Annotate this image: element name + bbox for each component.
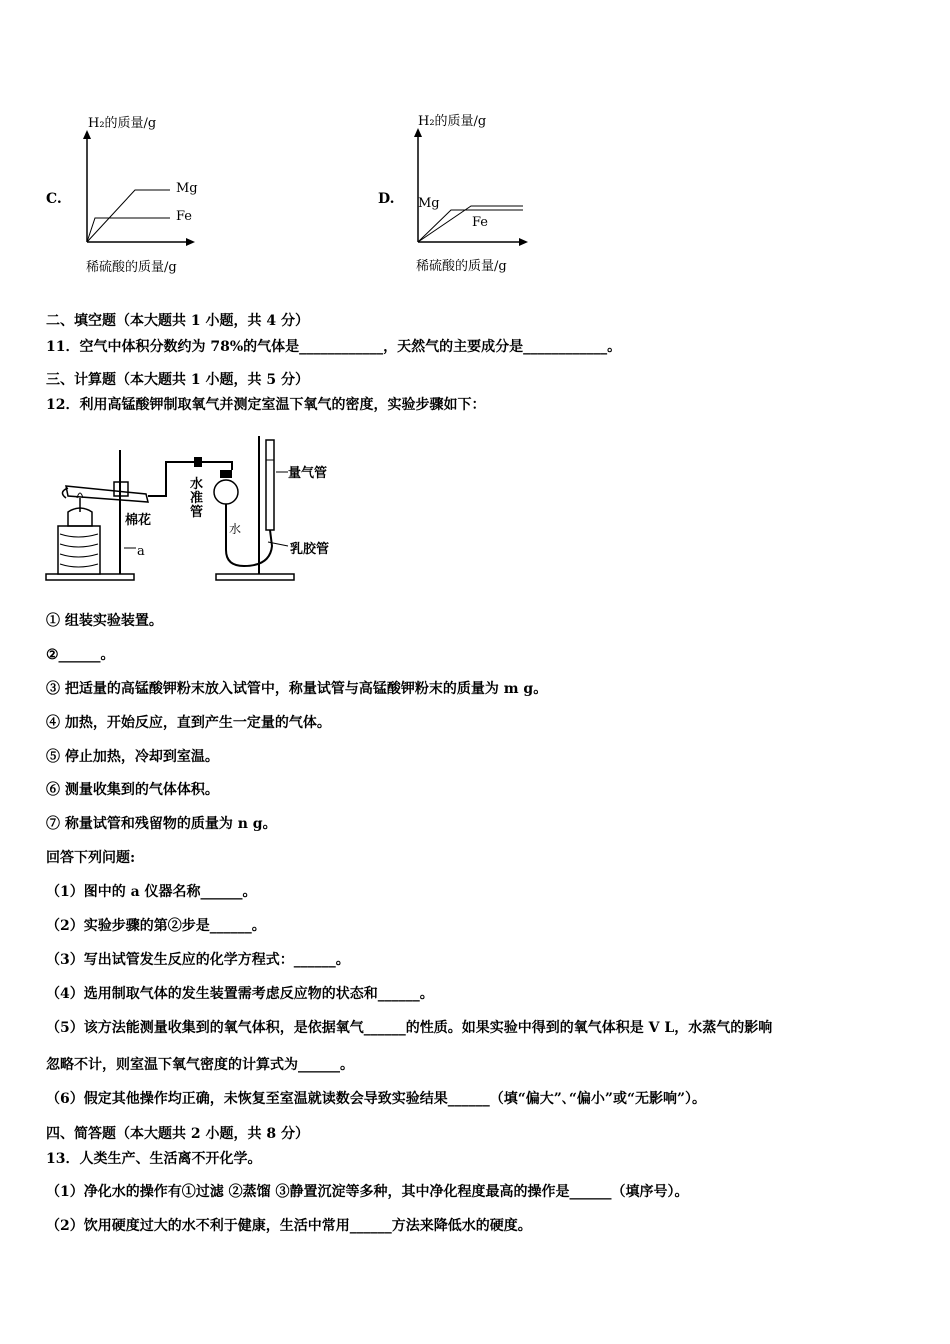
graph-c-mg-line	[87, 190, 170, 242]
graph-d-mg-label: Mg	[418, 196, 440, 211]
q12-sub-5: （5）该方法能测量收集到的氧气体积，是依据氧气______的性质。如果实验中得到的氧气体积是 V L，水蒸气的影响	[46, 1020, 773, 1036]
step-4: ④ 加热，开始反应，直到产生一定量的气体。	[46, 715, 331, 731]
answer-prompt: 回答下列问题:	[46, 850, 136, 866]
apparatus-drawing	[44, 430, 304, 590]
q13-sub-1: （1）净化水的操作有①过滤 ②蒸馏 ③静置沉淀等多种，其中净化程度最高的操作是______（填序号）。	[46, 1184, 689, 1200]
step-3: ③ 把适量的高锰酸钾粉末放入试管中，称量试管与高锰酸钾粉末的质量为 m g。	[46, 681, 548, 697]
q12-sub-1: （1）图中的 a 仪器名称______。	[46, 884, 257, 900]
label-water: 水	[229, 522, 242, 536]
graph-d-fe-line	[418, 210, 523, 242]
graph-d-y-axis-label: H₂的质量/g	[418, 114, 487, 129]
label-water-tube: 水准管	[190, 477, 204, 520]
question-11: 11．空气中体积分数约为 78%的气体是____________，天然气的主要成分是____________。	[46, 339, 622, 355]
q12-sub-3: （3）写出试管发生反应的化学方程式：______。	[46, 952, 350, 968]
option-d-label: D.	[378, 191, 395, 207]
graph-c-mg-label: Mg	[176, 181, 198, 196]
step-7: ⑦ 称量试管和残留物的质量为 n g。	[46, 816, 277, 832]
step-2: ②______。	[46, 647, 115, 663]
label-gas-tube: 量气管	[288, 466, 328, 481]
q12-sub-6: （6）假定其他操作均正确，未恢复至室温就读数会导致实验结果______（填“偏大”､“偏小”或“无影响”）。	[46, 1091, 707, 1107]
graph-c-x-axis-label: 稀硫酸的质量/g	[86, 260, 177, 275]
label-a: a	[137, 544, 145, 559]
q12-sub-2: （2）实验步骤的第②步是______。	[46, 918, 266, 934]
graph-c-y-axis-label: H₂的质量/g	[88, 116, 157, 131]
graph-d-fe-label: Fe	[472, 215, 489, 230]
step-6: ⑥ 测量收集到的气体体积。	[46, 782, 219, 798]
section-2-heading: 二、填空题（本大题共 1 小题，共 4 分）	[46, 313, 309, 329]
option-c-label: C.	[46, 191, 62, 207]
graph-d-axes	[411, 128, 611, 268]
step-5: ⑤ 停止加热，冷却到室温。	[46, 749, 219, 765]
question-12-intro: 12．利用高锰酸钾制取氧气并测定室温下氧气的密度，实验步骤如下：	[46, 397, 486, 413]
section-3-heading: 三、计算题（本大题共 1 小题，共 5 分）	[46, 372, 309, 388]
graph-d-x-axis-label: 稀硫酸的质量/g	[416, 259, 507, 274]
graph-c-fe-line	[87, 218, 170, 242]
label-cotton: 棉花	[125, 513, 152, 528]
question-13-intro: 13．人类生产、生活离不开化学。	[46, 1151, 262, 1167]
graph-c-axes	[80, 130, 280, 270]
q13-sub-2: （2）饮用硬度过大的水不利于健康，生活中常用______方法来降低水的硬度。	[46, 1218, 532, 1234]
graph-c-fe-label: Fe	[176, 209, 193, 224]
label-rubber-tube: 乳胶管	[290, 542, 330, 557]
step-1: ① 组装实验装置。	[46, 613, 163, 629]
section-4-heading: 四、简答题（本大题共 2 小题，共 8 分）	[46, 1126, 309, 1142]
q12-sub-4: （4）选用制取气体的发生装置需考虑反应物的状态和______。	[46, 986, 434, 1002]
graph-d-mg-line	[418, 206, 523, 242]
q12-sub-5-cont: 忽略不计，则室温下氧气密度的计算式为______。	[46, 1057, 354, 1073]
